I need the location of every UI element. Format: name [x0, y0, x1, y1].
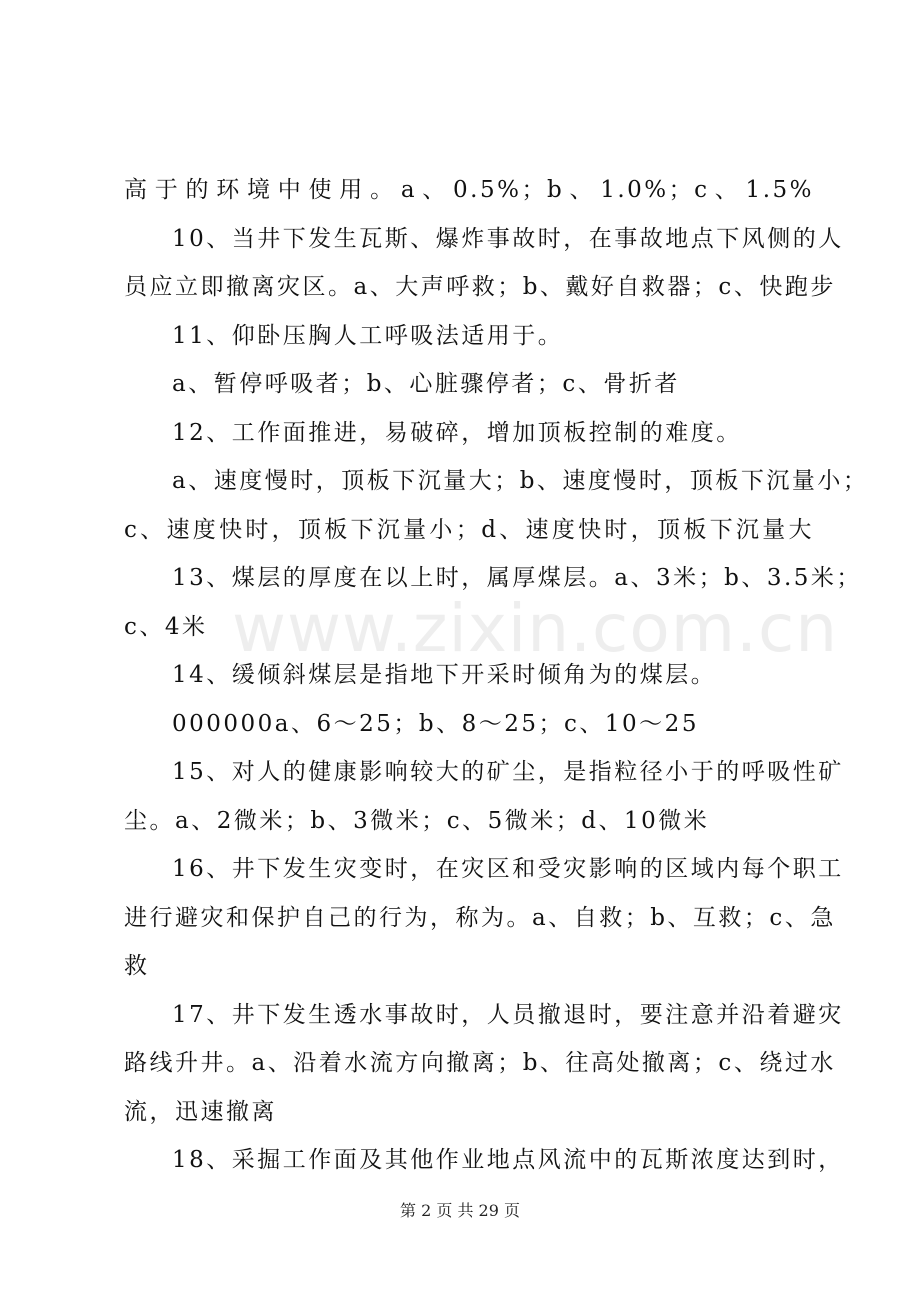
- text-line: 000000a、6～25；b、8～25；c、10～25: [172, 710, 699, 737]
- text-line: 17、井下发生透水事故时，人员撤退时，要注意并沿着避灾: [172, 1001, 844, 1028]
- text-line: 进行避灾和保护自己的行为，称为。a、自救；b、互救；c、急: [124, 904, 836, 931]
- text-line: c、4米: [124, 613, 208, 640]
- text-line: 流，迅速撤离: [124, 1098, 277, 1125]
- text-line: 员应立即撤离灾区。a、大声呼救；b、戴好自救器；c、快跑步: [124, 274, 836, 300]
- text-line: 14、缓倾斜煤层是指地下开采时倾角为的煤层。: [172, 662, 717, 688]
- text-line: 救: [124, 953, 150, 979]
- text-line: 18、采掘工作面及其他作业地点风流中的瓦斯浓度达到时，: [172, 1147, 844, 1173]
- text-line: 11、仰卧压胸人工呼吸法适用于。: [172, 322, 564, 349]
- text-line: 15、对人的健康影响较大的矿尘，是指粒径小于的呼吸性矿: [172, 759, 844, 785]
- text-line: a、暂停呼吸者；b、心脏骤停者；c、骨折者: [172, 371, 680, 397]
- text-line: a、速度慢时，顶板下沉量大；b、速度慢时，顶板下沉量小；: [172, 468, 869, 494]
- watermark: www.zixin.com.cn: [232, 590, 839, 667]
- text-line: 10、当井下发生瓦斯、爆炸事故时，在事故地点下风侧的人: [172, 225, 844, 252]
- text-line: 13、煤层的厚度在以上时，属厚煤层。a、3米；b、3.5米；: [172, 565, 862, 591]
- page-footer: 第 2 页 共 29 页: [400, 1201, 520, 1220]
- text-line: 路线升井。a、沿着水流方向撤离；b、往高处撤离；c、绕过水: [124, 1050, 836, 1076]
- text-line: 高于的环境中使用。a、0.5%；b、1.0%；c、1.5%: [124, 177, 814, 203]
- text-line: 16、井下发生灾变时，在灾区和受灾影响的区域内每个职工: [172, 856, 844, 882]
- text-line: 12、工作面推进，易破碎，增加顶板控制的难度。: [172, 419, 742, 446]
- document-body: [124, 166, 869, 1185]
- text-line: 尘。a、2微米；b、3微米；c、5微米；d、10微米: [124, 807, 710, 834]
- text-line: c、速度快时，顶板下沉量小；d、速度快时，顶板下沉量大: [124, 516, 814, 543]
